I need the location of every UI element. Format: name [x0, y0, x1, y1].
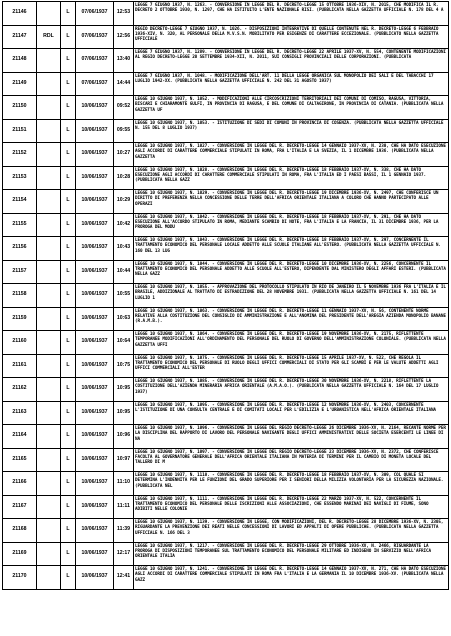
record-number: 21168 — [3, 519, 37, 543]
act-type: L — [61, 401, 76, 425]
table-row — [3, 519, 449, 543]
act-date: 07/06/1937 — [76, 25, 114, 49]
act-code — [37, 260, 61, 284]
act-date: 07/06/1937 — [76, 2, 114, 26]
record-number: 21164 — [3, 425, 37, 449]
record-number: 21148 — [3, 49, 37, 73]
act-time: 12:41 — [114, 566, 134, 590]
act-description: LEGGE 10 GIUGNO 1937, N. 1052. - MODIFICAZIONI ALLE CIRCOSCRIZIONI TERRITORIALI DEI COMUNI DI COMISO, RAGUSA, VITTORIA, BISCARI E CHIARAMONTE GULFI, IN PROVINCIA DI RAGUSA, E DEL COMUNE DI CALTAGIRONE, IN PROVINCIA DI CATANIA. (PUBBLICATA NELLA GAZZETTA UF — [134, 96, 449, 120]
act-time: 09:52 — [114, 96, 134, 120]
act-date: 07/06/1937 — [76, 49, 114, 73]
record-number: 21161 — [3, 354, 37, 378]
act-code — [37, 354, 61, 378]
act-time: 10:96 — [114, 425, 134, 449]
registry-rows — [3, 2, 449, 590]
act-type: L — [61, 119, 76, 143]
act-time: 10:75 — [114, 354, 134, 378]
act-description: LEGGE 10 GIUGNO 1937, N. 1043. - CONVERSIONE IN LEGGE DEL R. DECRETO-LEGGE 18 FEBBRAIO 1937-XV, N. 297, CONCERNENTE IL TRATTAMENTO ECONOMICO DEL PERSONALE LOCALE ADDETTO ALLE SCUOLE ITALIANE ALL'ESTERO. (PUBBLICATA NELLA GAZZETTA UFFICIALE N. 160 DEL 13 LUG — [134, 237, 449, 261]
act-date: 10/06/1937 — [76, 96, 114, 120]
act-type: L — [61, 143, 76, 167]
act-date: 10/06/1937 — [76, 566, 114, 590]
act-date: 10/06/1937 — [76, 307, 114, 331]
act-type: L — [61, 72, 76, 96]
table-row — [3, 25, 449, 49]
act-type: L — [61, 166, 76, 190]
act-type: L — [61, 213, 76, 237]
table-row — [3, 566, 449, 590]
act-date: 10/06/1937 — [76, 542, 114, 566]
act-date: 10/06/1937 — [76, 401, 114, 425]
act-code — [37, 237, 61, 261]
act-code — [37, 166, 61, 190]
act-code — [37, 307, 61, 331]
act-date: 07/06/1937 — [76, 72, 114, 96]
act-description: REGIO DECRETO-LEGGE 7 GIUGNO 1937, N. 1026. - DISPOSIZIONI INTEGRATIVE DI QUELLE CONTENUTE NEL R. DECRETO-LEGGE 6 FEBBRAIO 1936-XIV, N. 320, AL PERSONALE DELLA M.V.S.N. MOBILITATO PER ESIGENZE DI CARATTERE ECCEZIONALE. (PUBBLICATO NELLA GAZZETTA UFFICIALE — [134, 25, 449, 49]
act-code — [37, 331, 61, 355]
act-code — [37, 190, 61, 214]
table-row — [3, 2, 449, 26]
act-type: L — [61, 307, 76, 331]
record-number: 21155 — [3, 213, 37, 237]
act-type: L — [61, 96, 76, 120]
record-number: 21152 — [3, 143, 37, 167]
act-date: 10/06/1937 — [76, 378, 114, 402]
record-number: 21163 — [3, 401, 37, 425]
act-code — [37, 472, 61, 496]
act-description: LEGGE 10 GIUGNO 1937, N. 1042. - CONVERSIONE IN LEGGE DEL R. DECRETO-LEGGE 18 FEBBRAIO 1937-XV, N. 291, CHE HA DATO ESECUZIONE ALL'ACCORDO STIPULATO IN ROMA, MEDIANTE SCAMBIO DI NOTE, FRA L'ITALIA E LA FRANCIA, IL 31 DICEMBRE 1936, PER LA PROROGA DEL MODU — [134, 213, 449, 237]
act-time: 10:64 — [114, 331, 134, 355]
act-date: 10/06/1937 — [76, 260, 114, 284]
act-date: 10/06/1937 — [76, 237, 114, 261]
act-type: L — [61, 378, 76, 402]
record-number: 21154 — [3, 190, 37, 214]
act-time: 10:44 — [114, 260, 134, 284]
act-description: LEGGE 10 GIUGNO 1937, N. 1095. - CONVERSIONE IN LEGGE DEL R. DECRETO-LEGGE 12 NOVEMBRE 1936-XV, N. 2403, CONCERNENTE L'ISTITUZIONE DI UNA CONSULTA CENTRALE E DI COMITATI LOCALI PER L'EDILIZIA E L'URBANISTICA NELL'AFRICA ORIENTALE ITALIANA — [134, 401, 449, 425]
act-type: L — [61, 237, 76, 261]
record-number: 21156 — [3, 237, 37, 261]
act-code — [37, 49, 61, 73]
record-number: 21151 — [3, 119, 37, 143]
act-type: L — [61, 331, 76, 355]
act-description: LEGGE 10 GIUGNO 1937, N. 1241. - CONVERSIONE IN LEGGE DEL R. DECRETO-LEGGE 14 GENNAIO 1937-XV, N. 271, CHE HA DATO ESECUZIONE AGLI ACCORDI DI CARATTERE COMMERCIALE STIPULATI IN ROMA FRA L'ITALIA E LA GERMANIA IL 10 DICEMBRE 1936-XV. (PUBBLICATA NELLA GAZZ — [134, 566, 449, 590]
act-description: LEGGE 10 GIUGNO 1937, N. 1053. - ISTITUZIONE DI SEDI DI COMUNI IN PROVINCIA DI COSENZA. (PUBBLICATA NELLA GAZZETTA UFFICIALE N. 155 DEL 8 LUGLIO 1937) — [134, 119, 449, 143]
act-time: 14:44 — [114, 72, 134, 96]
table-row — [3, 49, 449, 73]
act-time: 10:95 — [114, 401, 134, 425]
act-type: L — [61, 472, 76, 496]
act-time: 10:28 — [114, 166, 134, 190]
act-description: LEGGE 10 GIUGNO 1937, N. 1029. - CONVERSIONE IN LEGGE DEL R. DECRETO-LEGGE 19 DICEMBRE 1936-XV, N. 2497, CHE CONFERISCE UN DIRITTO DI PREFERENZA NELLA CONCESSIONE DELLE TERRE DELL'AFRICA ORIENTALE ITALIANA A COLORO CHE HANNO PARTECIPATO ALLE OPERAZI — [134, 190, 449, 214]
act-type: L — [61, 25, 76, 49]
act-description: LEGGE 10 GIUGNO 1937, N. 1044. - CONVERSIONE IN LEGGE DEL R. DECRETO-LEGGE 10 DICEMBRE 1936-XV, N. 2256, CONCERNENTE IL TRATTAMENTO ECONOMICO DEL PERSONALE ADDETTO ALLE SCUOLE ALL'ESTERO, DIPENDENTE DAL MINISTERO DEGLI AFFARI ESTERI. (PUBBLICATA NELLA GAZZ — [134, 260, 449, 284]
act-type: L — [61, 542, 76, 566]
record-number: 21159 — [3, 307, 37, 331]
act-code — [37, 425, 61, 449]
act-code — [37, 96, 61, 120]
act-type: L — [61, 425, 76, 449]
table-row — [3, 119, 449, 143]
act-description: LEGGE 10 GIUGNO 1937, N. 1217. - CONVERSIONE IN LEGGE DEL R. DECRETO-LEGGE 29 OTTOBRE 1936-XV, N. 2466, RIGUARDANTE LA PROROGA DI DISPOSIZIONI TEMPORANEE SUL TRATTAMENTO ECONOMICO DEL PERSONALE MILITARE ED INDIGENO IN SERVIZIO NELL'AFRICA ORIENTALE ITALIA — [134, 542, 449, 566]
act-time: 10:95 — [114, 378, 134, 402]
act-time: 11:10 — [114, 472, 134, 496]
record-number: 21170 — [3, 566, 37, 590]
record-number: 21150 — [3, 96, 37, 120]
act-type: L — [61, 448, 76, 472]
act-time: 10:55 — [114, 284, 134, 308]
table-row — [3, 237, 449, 261]
table-row — [3, 260, 449, 284]
table-row — [3, 166, 449, 190]
act-code — [37, 401, 61, 425]
act-date: 10/06/1937 — [76, 472, 114, 496]
act-description: LEGGE 10 GIUGNO 1937, N. 1111. - CONVERSIONE IN LEGGE DEL R. DECRETO-LEGGE 22 MARZO 1937-XV, N. 522, CONCERNENTE IL TRATTAMENTO ECONOMICO DEL PERSONALE DELLE ISCRIZIONI ALLE ASSOCIAZIONI, CHE ESSENDO MARINAI DEI NAVIGLI DI FIUME, SONO ADIBITI NELLE COLONIE — [134, 495, 449, 519]
act-time: 09:55 — [114, 119, 134, 143]
act-description: LEGGE 7 GIUGNO 1937, N. 1263. - CONVERSIONE IN LEGGE DEL R. DECRETO-LEGGE 15 OTTOBRE 1936-XIV, N. 2015, CHE MODIFICA IL R. DECRETO 2 OTTOBRE 1930, N. 1297, CHE HA ISTITUITO L'ENTE NAZIONALE RISI. (PUBBLICATA NELLA GAZZETTA UFFICIALE N. 178 DEL 4 A — [134, 2, 449, 26]
act-type: L — [61, 495, 76, 519]
table-row — [3, 96, 449, 120]
act-code — [37, 119, 61, 143]
act-date: 10/06/1937 — [76, 448, 114, 472]
table-row — [3, 542, 449, 566]
act-description: LEGGE 10 GIUGNO 1937, N. 1085. - CONVERSIONE IN LEGGE DEL R. DECRETO-LEGGE 30 NOVEMBRE 1936-XV, N. 2218, RIFLETTENTE LA COSTITUZIONE DELL'AZIENDA MINERARIA AFRICA ORIENTALE (A.M.A.O.). (PUBBLICATA NELLA GAZZETTA UFFICIALE N. 164 DEL 17 LUGLIO 1937) — [134, 378, 449, 402]
table-row — [3, 284, 449, 308]
record-number: 21157 — [3, 260, 37, 284]
act-type: L — [61, 566, 76, 590]
act-description: LEGGE 10 GIUGNO 1937, N. 1096. - CONVERSIONE IN LEGGE DEL REGIO DECRETO-LEGGE 26 DICEMBRE 1936-XV, N. 2164, RECANTE NORME PER LA DISCIPLINA DEL RAPPORTO DI LAVORO DEL PERSONALE NAVIGANTE DEGLI UFFICI AMMINISTRATIVI DELLE SOCIETA ESERCENTI LE LINEE DI NA — [134, 425, 449, 449]
act-date: 10/06/1937 — [76, 354, 114, 378]
act-time: 13:40 — [114, 49, 134, 73]
table-row — [3, 213, 449, 237]
act-date: 10/06/1937 — [76, 519, 114, 543]
record-number: 21146 — [3, 2, 37, 26]
record-number: 21149 — [3, 72, 37, 96]
act-description: LEGGE 10 GIUGNO 1937, N. 1139. - CONVERSIONE IN LEGGE, CON MODIFICAZIONI, DEL R. DECRETO-LEGGE 28 DICEMBRE 1936-XV, N. 2305, RIGUARDANTE LA PREVENZIONE DEI REATI NELLE CONCESSIONI DI LAVORI ED APPALTI DI OPERE PUBBLICHE. (PUBBLICATA NELLA GAZZETTA UFFICIALE N. 166 DEL 3 — [134, 519, 449, 543]
table-row — [3, 307, 449, 331]
act-code — [37, 213, 61, 237]
act-description: LEGGE 10 GIUGNO 1937, N. 1110. - CONVERSIONE IN LEGGE DEL R. DECRETO-LEGGE 18 FEBBRAIO 1937-XV, N. 309, COL QUALE SI DETERMINA L'INDENNITA PER LE FUNZIONI DEL GRADO SUPERIORE PER I SENIORI DELLA MILIZIA VOLONTARIA PER LA SICUREZZA NAZIONALE. (PUBBLICATA NEL — [134, 472, 449, 496]
act-code — [37, 566, 61, 590]
record-number: 21169 — [3, 542, 37, 566]
table-row — [3, 190, 449, 214]
table-row — [3, 331, 449, 355]
record-number: 21153 — [3, 166, 37, 190]
record-number: 21166 — [3, 472, 37, 496]
act-time: 10:29 — [114, 190, 134, 214]
act-time: 10:43 — [114, 237, 134, 261]
act-description: LEGGE 10 GIUGNO 1937, N. 1097. - CONVERSIONE IN LEGGE DEL REGIO DECRETO-LEGGE 23 DICEMBRE 1936-XV, N. 2372, CHE CONFERISCE FACOLTA AL GOVERNATORE GENERALE DELL'AFRICA ORIENTALE ITALIANA IN MATERIA DI TERMINI PER IL CAMBIO DI MONETA LOCALE DEL TALLERO DI M — [134, 448, 449, 472]
act-date: 10/06/1937 — [76, 190, 114, 214]
act-time: 12:17 — [114, 542, 134, 566]
act-type: L — [61, 354, 76, 378]
act-description: LEGGE 10 GIUGNO 1937, N. 1075. - CONVERSIONE IN LEGGE DEL R. DECRETO-LEGGE 15 APRILE 1937-XV, N. 522, CHE REGOLA IL TRATTAMENTO ECONOMICO DEL PERSONALE DI RUOLO DEGLI UFFICI COMMERCIALI DI STATO PER GLI SCAMBI E PER LE VALUTE ADDETTI AGLI UFFICI COMMERCIALI ALL'ESTER — [134, 354, 449, 378]
act-time: 11:39 — [114, 519, 134, 543]
act-code: RDL — [37, 25, 61, 49]
act-code — [37, 143, 61, 167]
record-number: 21165 — [3, 448, 37, 472]
table-row — [3, 495, 449, 519]
act-code — [37, 542, 61, 566]
act-type: L — [61, 260, 76, 284]
act-time: 10:97 — [114, 448, 134, 472]
act-description: LEGGE 7 GIUGNO 1937, N. 1289. - CONVERSIONE IN LEGGE DEL R. DECRETO-LEGGE 22 APRILE 1937-XV, N. 554, CONTENENTE MODIFICAZIONI AL REGIO DECRETO-LEGGE 20 SETTEMBRE 1934-XII, N. 2011, SUI CONSIGLI PROVINCIALI DELLE CORPORAZIONI. (PUBBLICATA — [134, 49, 449, 73]
record-number: 21167 — [3, 495, 37, 519]
registry-table — [2, 1, 449, 590]
act-type: L — [61, 519, 76, 543]
table-row — [3, 401, 449, 425]
act-date: 10/06/1937 — [76, 213, 114, 237]
act-date: 10/06/1937 — [76, 166, 114, 190]
act-description: LEGGE 10 GIUGNO 1937, N. 1064. - CONVERSIONE IN LEGGE DEL R. DECRETO-LEGGE 19 NOVEMBRE 1936-XV, N. 2175, RIFLETTENTE TEMPORANEE MODIFICAZIONI ALL'ORDINAMENTO DEL PERSONALE DEL RUOLO DI GOVERNO DELL'AMMINISTRAZIONE COLONIALE. (PUBBLICATA NELLA GAZZETTA UFFI — [134, 331, 449, 355]
act-date: 10/06/1937 — [76, 143, 114, 167]
act-time: 10:42 — [114, 213, 134, 237]
act-description: LEGGE 10 GIUGNO 1937, N. 1063. - CONVERSIONE IN LEGGE DEL R. DECRETO-LEGGE 11 GENNAIO 1937-XV, N. 56, CONTENENTE NORME RELATIVE ALLA COSTITUZIONE DEL CONSIGLIO DI AMMINISTRAZIONE E ALL'ANOMINA DEL PRESIDENTE DELL'AREGIA AZIENDA MONOPOLIO BANANE (R.A.M.B.). — [134, 307, 449, 331]
act-time: 12:56 — [114, 25, 134, 49]
act-code — [37, 448, 61, 472]
table-row — [3, 143, 449, 167]
act-description: LEGGE 7 GIUGNO 1937, N. 1048. - MODIFICAZIONE DELL'ART. 11 DELLA LEGGE ORGANICA SUL MONOPOLIO DEI SALI E DEL TABACCHI 17 LUGLIO 1942-XX. (PUBBLICATA NELLA GAZZETTA UFFICIALE N. 242 DEL 31 AGOSTO 1937) — [134, 72, 449, 96]
table-row — [3, 472, 449, 496]
act-time: 10:27 — [114, 143, 134, 167]
record-number: 21158 — [3, 284, 37, 308]
act-code — [37, 2, 61, 26]
act-date: 10/06/1937 — [76, 425, 114, 449]
act-code — [37, 519, 61, 543]
record-number: 21160 — [3, 331, 37, 355]
act-code — [37, 284, 61, 308]
act-date: 10/06/1937 — [76, 331, 114, 355]
act-time: 12:53 — [114, 2, 134, 26]
table-row — [3, 72, 449, 96]
act-time: 11:11 — [114, 495, 134, 519]
act-type: L — [61, 190, 76, 214]
act-code — [37, 495, 61, 519]
table-row — [3, 378, 449, 402]
act-description: LEGGE 10 GIUGNO 1937, N. 1055. - APPROVAZIONE DEL PROTOCOLLO STIPULATO IN RIO DE JANEIRO IL 5 NOVEMBRE 1936 FRA L'ITALIA E IL BRASILE, ADDIZIONALE AL TRATTATO DI ESTRADIZIONE DEL 28 NOVEMBRE 1931. (PUBBLICATA NELLA GAZZETTA UFFICIALE N. 161 DEL 14 LUGLIO 1 — [134, 284, 449, 308]
act-date: 10/06/1937 — [76, 495, 114, 519]
table-row — [3, 425, 449, 449]
act-description: LEGGE 10 GIUGNO 1937, N. 1028. - CONVERSIONE IN LEGGE DEL R. DECRETO-LEGGE 18 FEBBRAIO 1937-XV, N. 338, CHE HA DATO ESECUZIONE AGLI ACCORDI DI CARATTERE COMMERCIALE STIPULATI IN ROMA, FRA L'ITALIA ED I PAESI BASSI, IL 1 GENNAIO 1937. (PUBBLICATA NELLA GAZZ — [134, 166, 449, 190]
act-type: L — [61, 2, 76, 26]
act-description: LEGGE 10 GIUGNO 1937, N. 1027. - CONVERSIONE IN LEGGE DEL R. DECRETO-LEGGE 14 GENNAIO 1937-XV, N. 230, CHE HA DATO ESECUZIONE AGLI ACCORDI DI CARATTERE COMMERCIALE STIPULATI IN ROMA, FRA L'ITALIA E LA SVEZIA, IL 1 DICEMBRE 1936. (PUBBLICATA NELLA GAZZETTA — [134, 143, 449, 167]
act-code — [37, 72, 61, 96]
table-row — [3, 354, 449, 378]
table-row — [3, 448, 449, 472]
record-number: 21147 — [3, 25, 37, 49]
act-type: L — [61, 284, 76, 308]
act-type: L — [61, 49, 76, 73]
act-time: 10:63 — [114, 307, 134, 331]
act-code — [37, 378, 61, 402]
act-date: 10/06/1937 — [76, 284, 114, 308]
act-date: 10/06/1937 — [76, 119, 114, 143]
record-number: 21162 — [3, 378, 37, 402]
